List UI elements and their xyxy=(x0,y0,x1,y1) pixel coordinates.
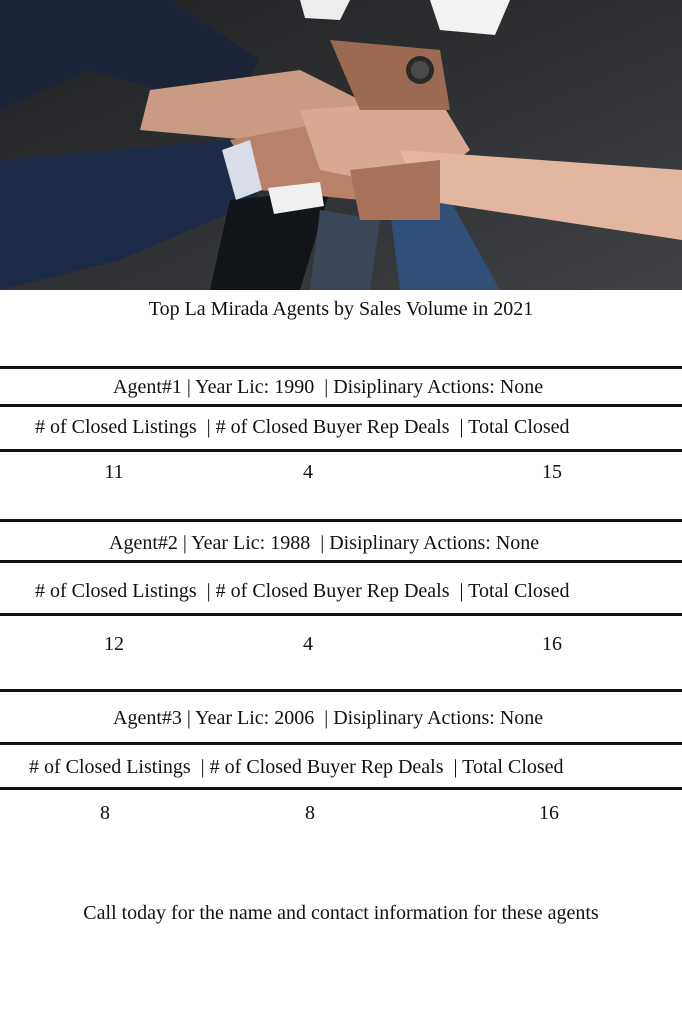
agent-1-closed-listings: 11 xyxy=(104,461,124,483)
agent-3-buyer-rep-deals: 8 xyxy=(305,802,315,824)
agent-1-total-closed: 15 xyxy=(542,461,562,483)
divider xyxy=(0,366,682,369)
divider xyxy=(0,742,682,745)
divider xyxy=(0,404,682,407)
agent-2-heading: Agent#2 | Year Lic: 1988 | Disiplinary Actions: None xyxy=(109,532,540,554)
page-title: Top La Mirada Agents by Sales Volume in 2021 xyxy=(148,298,534,320)
agent-2-column-headers: # of Closed Listings | # of Closed Buyer Rep Deals | Total Closed xyxy=(35,580,570,602)
agent-1-buyer-rep-deals: 4 xyxy=(303,461,313,483)
divider xyxy=(0,449,682,452)
hero-photo xyxy=(0,0,682,290)
footer-cta: Call today for the name and contact information for these agents xyxy=(83,902,599,924)
agent-2-buyer-rep-deals: 4 xyxy=(303,633,313,655)
hands-stacked-illustration xyxy=(0,0,682,290)
agent-3-heading: Agent#3 | Year Lic: 2006 | Disiplinary Actions: None xyxy=(113,707,544,729)
agent-1-column-headers: # of Closed Listings | # of Closed Buyer Rep Deals | Total Closed xyxy=(35,416,570,438)
agent-2-total-closed: 16 xyxy=(542,633,562,655)
divider xyxy=(0,787,682,790)
divider xyxy=(0,689,682,692)
divider xyxy=(0,519,682,522)
agent-2-closed-listings: 12 xyxy=(104,633,124,655)
agent-3-column-headers: # of Closed Listings | # of Closed Buyer Rep Deals | Total Closed xyxy=(29,756,564,778)
divider xyxy=(0,560,682,563)
agent-3-closed-listings: 8 xyxy=(100,802,110,824)
agent-3-total-closed: 16 xyxy=(539,802,559,824)
agent-1-heading: Agent#1 | Year Lic: 1990 | Disiplinary Actions: None xyxy=(113,376,544,398)
divider xyxy=(0,613,682,616)
